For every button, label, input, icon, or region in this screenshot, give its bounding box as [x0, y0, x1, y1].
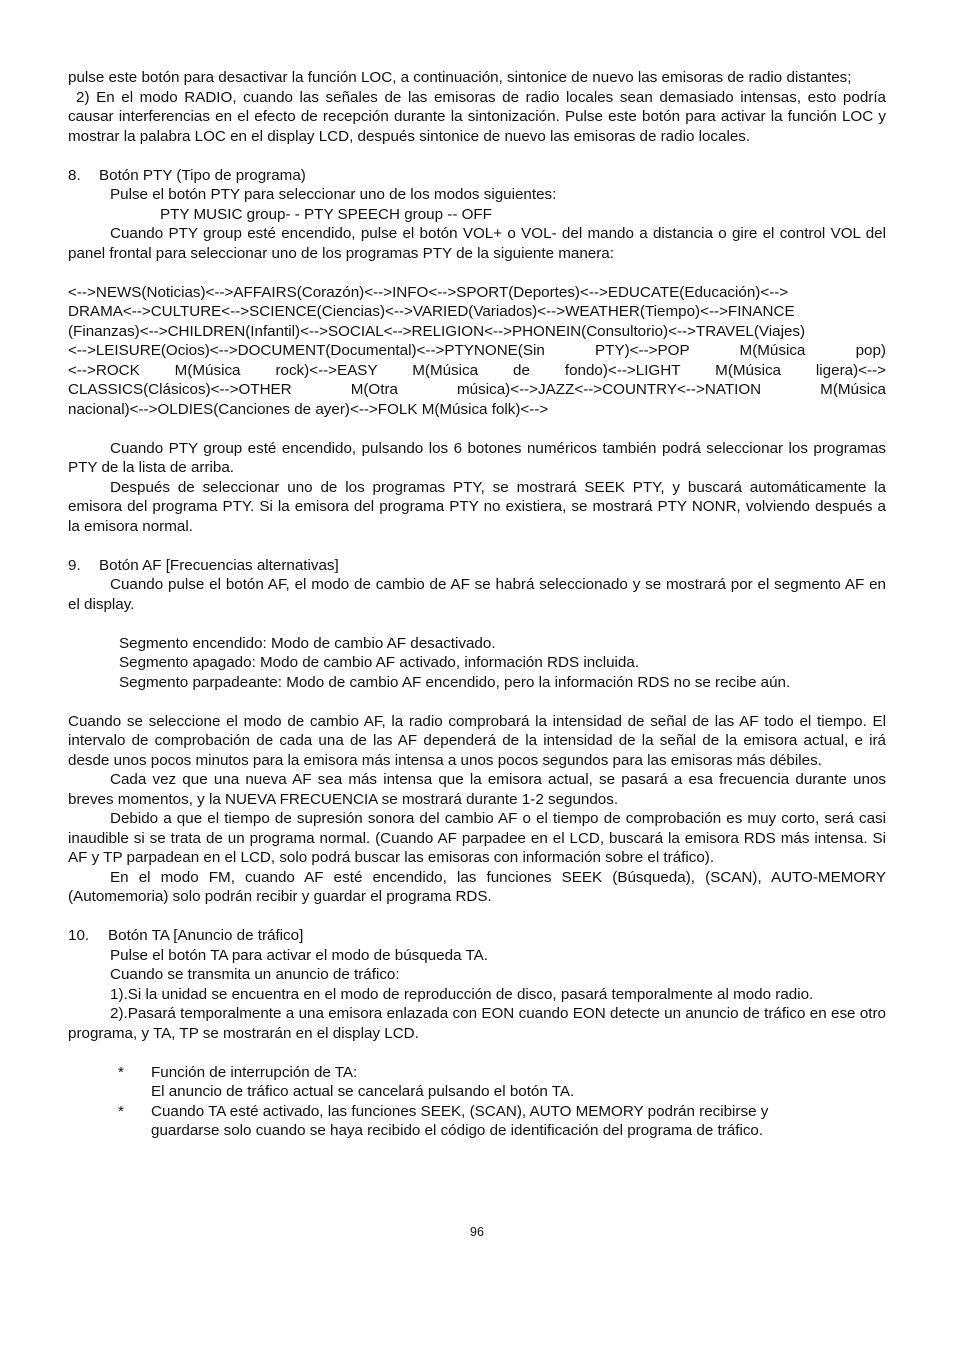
document-body [68, 68, 886, 1141]
section-8-title: Botón PTY (Tipo de programa) [99, 166, 306, 184]
page-number: 96 [470, 1225, 484, 1239]
section-8-modes: PTY MUSIC group- - PTY SPEECH group -- OFF [160, 205, 492, 223]
bullet-text-line-2: guardarse solo cuando se haya recibido el código de identificación del programa de tráfico. [151, 1122, 764, 1139]
section-8-paragraph-3: Después de seleccionar uno de los programas PTY, se mostrará SEEK PTY, y buscará automáticamente la emisora del programa PTY. Si la emisora del programa PTY no existiera, se mostrará PTY NONR, volviendo después a la emisora normal. [68, 478, 886, 535]
asterisk-bullet: * [118, 1102, 124, 1120]
bullet-title: Función de interrupción de TA: [151, 1063, 358, 1081]
segment-state-line: Segmento parpadeante: Modo de cambio AF encendido, pero la información RDS no se recibe aún. [119, 673, 791, 691]
section-8-line-1: Pulse el botón PTY para seleccionar uno de los modos siguientes: [110, 186, 557, 203]
section-10-number: 10. [68, 927, 90, 944]
intro-paragraph-1: pulse este botón para desactivar la función LOC, a continuación, sintonice de nuevo las emisoras de radio distantes; [68, 69, 852, 86]
pty-list-line: DRAMA<-->CULTURE<-->SCIENCE(Ciencias)<-->VARIED(Variados)<-->WEATHER(Tiempo)<-->FINANCE [68, 303, 795, 320]
section-10-heading [68, 926, 886, 946]
pty-list-line: CLASSICS(Clásicos)<-->OTHER M(Otra música)<-->JAZZ<-->COUNTRY<-->NATION M(Música [68, 381, 886, 398]
pty-list-line: nacional)<-->OLDIES(Canciones de ayer)<-->FOLK M(Música folk)<--> [68, 400, 549, 418]
section-9-paragraph-1: Cuando pulse el botón AF, el modo de cambio de AF se habrá seleccionado y se mostrará por el segmento AF en el display. [68, 576, 886, 613]
bullet-text-line-1: Cuando TA esté activado, las funciones SEEK, (SCAN), AUTO MEMORY podrán recibirse y [151, 1102, 769, 1120]
intro-paragraph-2: 2) En el modo RADIO, cuando las señales de las emisoras de radio locales sean demasiado intensas, esto podría causar interferencias en el efecto de recepción durante la sintonización. Pulse este botón para activar la función LOC y mostrar la palabra LOC en el display LCD, después sintonice de nuevo las emisoras de radio locales. [68, 88, 886, 145]
section-10-paragraph-1: 2).Pasará temporalmente a una emisora enlazada con EON cuando EON detecte un anuncio de tráfico en ese otro programa, y TA, TP se mostrarán en el display LCD. [68, 1005, 886, 1042]
bullet-ta-interrupt [68, 1063, 886, 1083]
bullet-text: El anuncio de tráfico actual se cancelará pulsando el botón TA. [151, 1083, 575, 1100]
section-10-line-1: Pulse el botón TA para activar el modo de búsqueda TA. [110, 946, 488, 964]
pty-list-line: (Finanzas)<-->CHILDREN(Infantil)<-->SOCIAL<-->RELIGION<-->PHONEIN(Consultorio)<-->TRAVEL(Viajes) [68, 322, 806, 340]
section-9-title: Botón AF [Frecuencias alternativas] [99, 556, 339, 574]
section-9-paragraph-4: Debido a que el tiempo de supresión sonora del cambio AF o el tiempo de comprobación es muy corto, será casi inaudible si se trata de un programa normal. (Cuando AF parpadee en el LCD, buscará la emisora RDS más intensa. Si AF y TP parpadean en el LCD, solo podrá buscar las emisoras con información sobre el tráfico). [68, 810, 886, 866]
section-10-line-2: Cuando se transmita un anuncio de tráfico: [110, 966, 400, 983]
section-8-paragraph-1: Cuando PTY group esté encendido, pulse el botón VOL+ o VOL- del mando a distancia o gire el control VOL del panel frontal para seleccionar uno de los programas PTY de la siguiente manera: [68, 225, 886, 262]
section-9-number: 9. [68, 556, 81, 574]
pty-program-list [68, 283, 886, 420]
section-10-line-3: 1).Si la unidad se encuentra en el modo de reproducción de disco, pasará temporalmente al modo radio. [110, 985, 814, 1003]
segment-state-line: Segmento encendido: Modo de cambio AF desactivado. [119, 634, 496, 652]
section-10-title: Botón TA [Anuncio de tráfico] [108, 927, 304, 944]
pty-list-line: <-->NEWS(Noticias)<-->AFFAIRS(Corazón)<-->INFO<-->SPORT(Deportes)<-->EDUCATE(Educación)<--> [68, 283, 789, 301]
section-9-heading [68, 556, 886, 576]
pty-list-line: <-->LEISURE(Ocios)<-->DOCUMENT(Documental)<-->PTYNONE(Sin PTY)<-->POP M(Música pop) [68, 342, 886, 359]
section-8-number: 8. [68, 166, 81, 184]
pty-list-line: <-->ROCK M(Música rock)<-->EASY M(Música de fondo)<-->LIGHT M(Música ligera)<--> [68, 361, 886, 379]
section-8-heading [68, 166, 886, 186]
section-9-paragraph-3: Cada vez que una nueva AF sea más intensa que la emisora actual, se pasará a esa frecuencia durante unos breves momentos, y la NUEVA FRECUENCIA se mostrará durante 1-2 segundos. [68, 771, 886, 808]
asterisk-bullet: * [118, 1063, 124, 1081]
bullet-ta-active [68, 1102, 886, 1122]
segment-state-line: Segmento apagado: Modo de cambio AF activado, información RDS incluida. [119, 654, 640, 671]
section-9-paragraph-5: En el modo FM, cuando AF esté encendido, las funciones SEEK (Búsqueda), (SCAN), AUTO-MEMORY (Automemoria) solo podrán recibir y guardar el programa RDS. [68, 868, 886, 905]
section-8-paragraph-2: Cuando PTY group esté encendido, pulsando los 6 botones numéricos también podrá seleccionar los programas PTY de la lista de arriba. [68, 439, 886, 476]
section-9-paragraph-2: Cuando se seleccione el modo de cambio AF, la radio comprobará la intensidad de señal de las AF todo el tiempo. El intervalo de comprobación de cada una de las AF dependerá de la intensidad de la señal de la emisora actual, e irá desde unos pocos minutos para la emisora más intensa a unos pocos segundos para las emisoras más débiles. [68, 712, 886, 769]
